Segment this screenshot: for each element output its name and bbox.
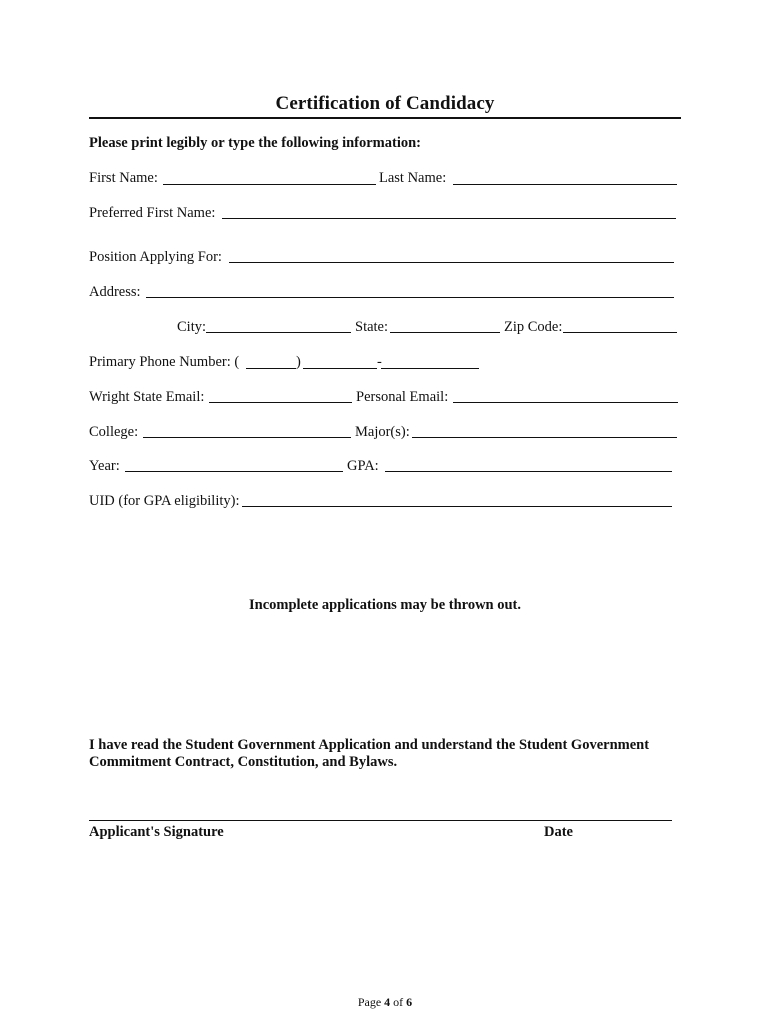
statement-line-2: Commitment Contract, Constitution, and Bylaws. [89,754,398,770]
city-field[interactable] [206,332,351,333]
total-pages: 6 [406,995,413,1009]
personal-email-label: Personal Email: [356,389,449,405]
address-field[interactable] [146,297,674,298]
wright-state-email-label: Wright State Email: [89,389,205,405]
position-field[interactable] [229,262,674,263]
last-name-field[interactable] [453,184,677,185]
zip-code-label: Zip Code: [504,319,563,335]
wright-state-email-field[interactable] [209,402,352,403]
personal-email-field[interactable] [453,402,678,403]
incomplete-warning: Incomplete applications may be thrown out. [248,597,522,613]
page-title: Certification of Candidacy [275,93,495,114]
position-label: Position Applying For: [89,249,222,265]
title-divider [89,117,681,119]
majors-field[interactable] [412,437,677,438]
uid-field[interactable] [242,506,672,507]
uid-label: UID (for GPA eligibility): [89,493,240,509]
state-label: State: [355,319,389,335]
signature-label: Applicant's Signature [89,824,224,840]
page-prefix: Page [357,995,385,1009]
phone-label: Primary Phone Number: ( [89,354,240,370]
preferred-first-name-field[interactable] [222,218,676,219]
date-label: Date [544,824,573,840]
phone-prefix-field[interactable] [303,368,377,369]
gpa-field[interactable] [385,471,672,472]
year-field[interactable] [125,471,343,472]
city-label: City: [177,319,207,335]
zip-code-field[interactable] [563,332,677,333]
phone-line-number-field[interactable] [381,368,479,369]
signature-line[interactable] [89,820,672,821]
college-field[interactable] [143,437,351,438]
college-label: College: [89,424,139,440]
year-label: Year: [89,458,120,474]
phone-dash: - [377,354,382,370]
state-field[interactable] [390,332,500,333]
first-name-field[interactable] [163,184,376,185]
page-of: of [390,995,407,1009]
first-name-label: First Name: [89,170,158,186]
gpa-label: GPA: [347,458,379,474]
instructions-text: Please print legibly or type the following information: [89,135,421,151]
statement-line-1: I have read the Student Government Application and understand the Student Government [89,737,650,753]
phone-paren-close: ) [296,354,301,370]
current-page: 4 [384,995,391,1009]
last-name-label: Last Name: [379,170,447,186]
preferred-first-name-label: Preferred First Name: [89,205,216,221]
phone-area-code-field[interactable] [246,368,296,369]
page-number [0,995,770,1010]
address-label: Address: [89,284,141,300]
majors-label: Major(s): [355,424,410,440]
